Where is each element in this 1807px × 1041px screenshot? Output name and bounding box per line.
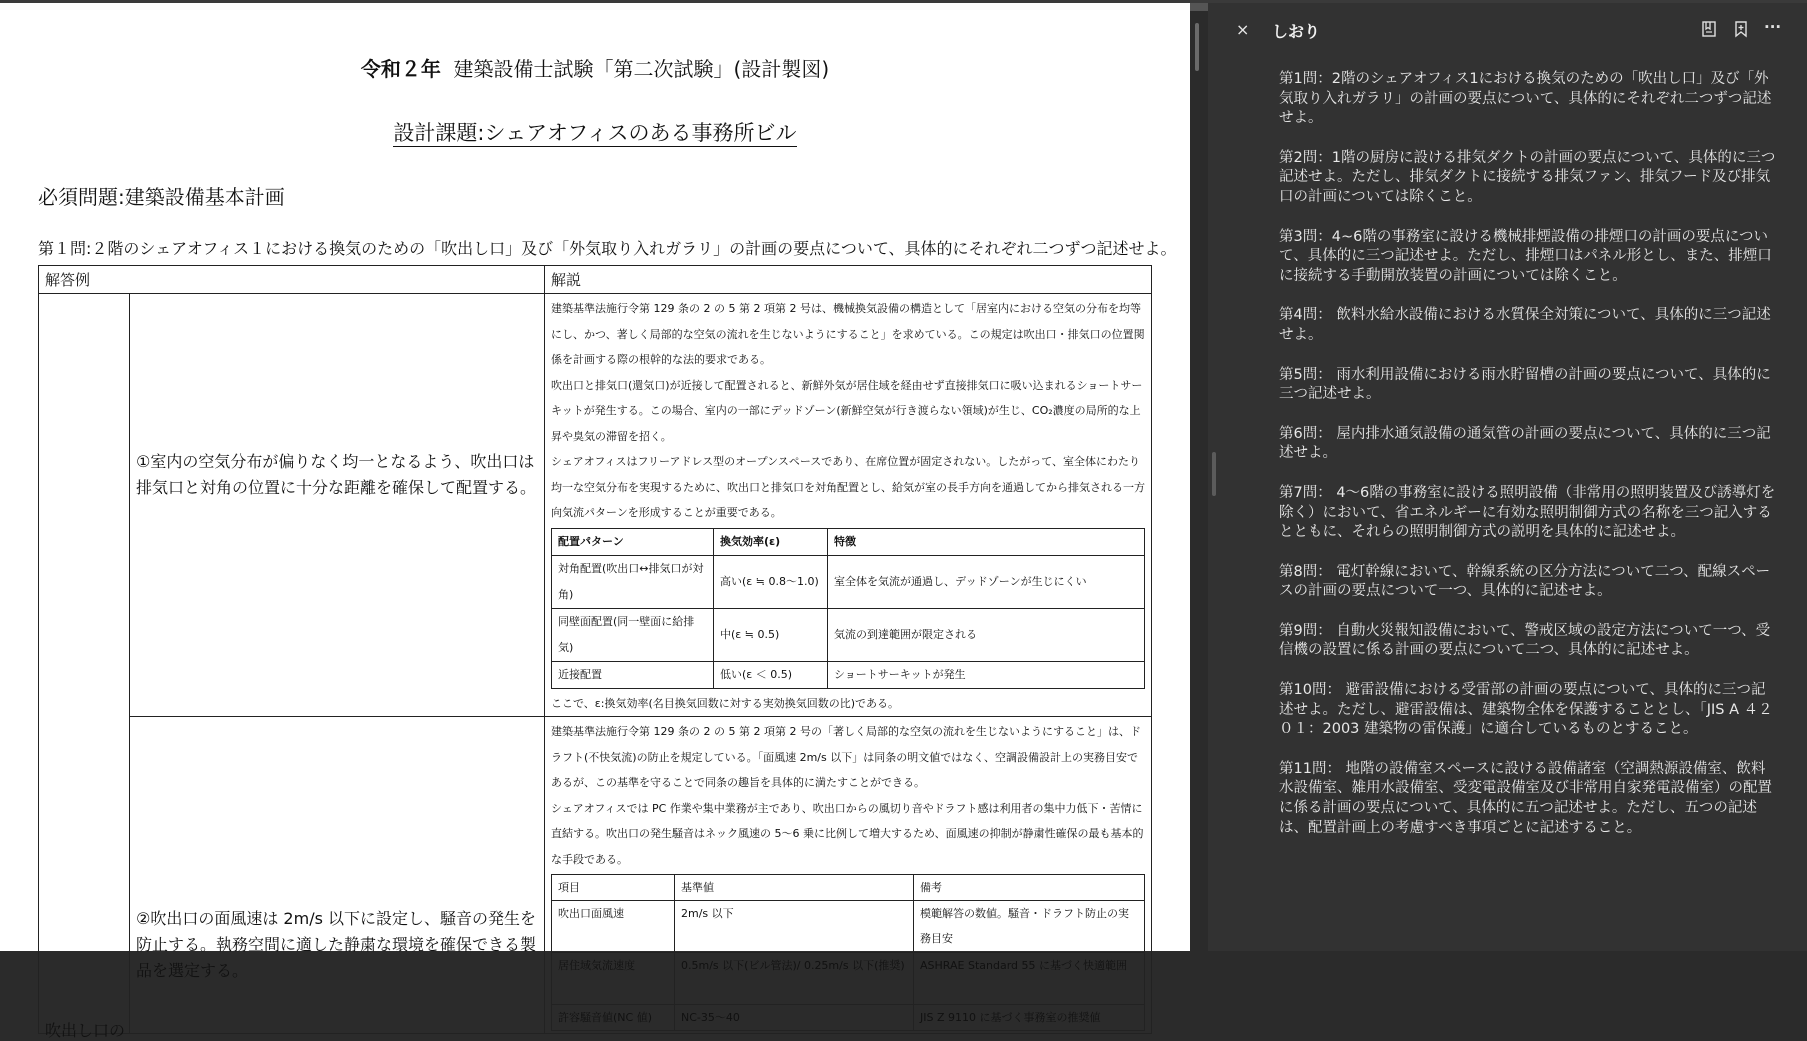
document-subtitle xyxy=(0,117,1190,147)
explanation-paragraph: シェアオフィスでは PC 作業や集中業務が主であり、吹出口からの風切り音やドラフト感は利用者の集中力低下・苦情に直結する。吹出口の発生騒音はネック風速の 5～6 乗に比例して増大するため、面風速の抑制が静粛性確保の最も基本的な手段である。 xyxy=(551,801,1144,866)
bookmark-item[interactable]: 第10問： 避雷設備における受雷部の計画の要点について、具体的に三つ記述せよ。ただし、避雷設備は、建築物全体を保護することとし、「JIS A ４２０１：2003 建築物の雷保護」に適合しているものとすること。 xyxy=(1279,682,1773,738)
placement-header: 配置パターン xyxy=(552,528,714,555)
placement-cell: 同壁面配置(同一壁面に給排気) xyxy=(552,608,714,661)
answer-cell xyxy=(130,717,545,1034)
criteria-table xyxy=(551,874,1145,1031)
criteria-cell: JIS Z 9110 に基づく事務室の推奨値 xyxy=(914,1005,1145,1031)
placement-cell: 室全体を気流が通過し、デッドゾーンが生じにくい xyxy=(828,555,1145,608)
add-bookmark-icon[interactable] xyxy=(1732,20,1750,38)
bookmark-item[interactable]: 第8問： 電灯幹線において、幹線系統の区分方法について二つ、配線スペースの計画の要点について一つ、具体的に記述せよ。 xyxy=(1279,563,1771,600)
placement-cell: 高い(ε ≒ 0.8～1.0) xyxy=(714,555,828,608)
document-title xyxy=(0,53,1190,82)
criteria-cell: 0.5m/s 以下(ビル管法)/ 0.25m/s 以下(推奨) xyxy=(675,953,914,1005)
criteria-cell: 許容騒音値(NC 値) xyxy=(552,1005,675,1031)
bookmark-item[interactable]: 第7問： 4～6階の事務室に設ける照明設備（非常用の照明装置及び誘導灯を除く）において、省エネルギーに有効な照明制御方式の名称を三つ記入するとともに、それらの照明制御方式の説明を具体的に記述せよ。 xyxy=(1279,484,1776,541)
answer-table xyxy=(38,265,1152,1040)
explanation-cell xyxy=(545,294,1152,717)
category-cell xyxy=(39,294,130,1040)
document-viewport[interactable] xyxy=(0,3,1190,1040)
bookmark-list-icon[interactable] xyxy=(1700,20,1718,38)
title-rest: 建築設備士試験「第二次試験」(設計製図) xyxy=(453,57,830,81)
bookmarks-pane xyxy=(1208,3,1807,951)
bookmark-item[interactable]: 第6問： 屋内排水通気設備の通気管の計画の要点について、具体的に三つ記述せよ。 xyxy=(1279,425,1771,462)
answer-text: ①室内の空気分布が偏りなく均一となるよう、吹出口は排気口と対角の位置に十分な距離を確保して配置する。 xyxy=(136,452,537,497)
placement-cell: ショートサーキットが発生 xyxy=(828,661,1145,688)
bookmarks-header xyxy=(1208,3,1807,55)
category-label: 吹出し口の xyxy=(45,1021,126,1040)
more-icon[interactable]: ··· xyxy=(1764,18,1782,36)
question-text: 第１問:２階のシェアオフィス１における換気のための「吹出し口」及び「外気取り入れガラリ」の計画の要点について、具体的にそれぞれ二つずつ記述せよ。 xyxy=(38,239,1177,258)
placement-cell: 中(ε ≒ 0.5) xyxy=(714,608,828,661)
close-pane-button[interactable]: × xyxy=(1236,20,1250,39)
criteria-cell: 吹出口面風速 xyxy=(552,901,675,953)
explanation-cell xyxy=(545,717,1152,1034)
bookmark-item[interactable]: 第11問： 地階の設備室スペースに設ける設備諸室（空調熱源設備室、飲料水設備室、雑用水設備室、受変電設備室及び非常用自家発電設備室）の配置に係る計画の要点について、具体的に五つ記述せよ。ただし、五つの記述は、配置計画上の考慮すべき事項ごとに記述すること。 xyxy=(1279,760,1772,836)
explanation-note: ここで、ε:換気効率(名目換気回数に対する実効換気回数の比)である。 xyxy=(551,696,900,710)
placement-header: 換気効率(ε) xyxy=(714,528,828,555)
criteria-cell: 模範解答の数値。騒音・ドラフト防止の実務目安 xyxy=(914,901,1145,953)
criteria-header: 項目 xyxy=(552,875,675,901)
header-explanation: 解説 xyxy=(545,266,1152,294)
placement-header: 特徴 xyxy=(828,528,1145,555)
placement-table xyxy=(551,528,1145,689)
bookmark-item[interactable]: 第2問：1階の厨房に設ける排気ダクトの計画の要点について、具体的に三つ記述せよ。ただし、排気ダクトに接続する排気ファン、排気フード及び排気口の計画については除くこと。 xyxy=(1279,149,1776,205)
scrollbar-top-indicator xyxy=(1190,3,1208,11)
answer-cell xyxy=(130,294,545,717)
criteria-cell: ASHRAE Standard 55 に基づく快適範囲 xyxy=(914,953,1145,1005)
bookmark-item[interactable]: 第9問： 自動火災報知設備において、警戒区域の設定方法について一つ、受信機の設置に係る計画の要点について二つ、具体的に記述せよ。 xyxy=(1279,622,1771,659)
placement-cell: 低い(ε ＜ 0.5) xyxy=(714,661,828,688)
pane-resize-grip[interactable] xyxy=(1212,452,1216,496)
placement-cell: 気流の到達範囲が限定される xyxy=(828,608,1145,661)
criteria-cell: NC-35～40 xyxy=(675,1005,914,1031)
answer-text: ②吹出口の面風速は 2m/s 以下に設定し、騒音の発生を防止する。執務空間に適した静粛な環境を確保できる製品を選定する。 xyxy=(136,909,537,980)
criteria-cell: 2m/s 以下 xyxy=(675,901,914,953)
placement-cell: 近接配置 xyxy=(552,661,714,688)
document-scrollbar[interactable] xyxy=(1190,3,1208,951)
header-answer-example: 解答例 xyxy=(39,266,545,294)
bookmark-item[interactable]: 第5問： 雨水利用設備における雨水貯留槽の計画の要点について、具体的に三つ記述せよ。 xyxy=(1279,366,1771,403)
title-year: 令和２年 xyxy=(360,57,441,81)
placement-cell: 対角配置(吹出口↔排気口が対角) xyxy=(552,555,714,608)
bookmark-item[interactable]: 第3問：4~6階の事務室に設ける機械排煙設備の排煙口の計画の要点について、具体的に三つ記述せよ。ただし、排煙口はパネル形とし、また、排煙口に接続する手動開放装置の計画については除くこと。 xyxy=(1279,228,1772,284)
scrollbar-thumb[interactable] xyxy=(1195,23,1199,71)
bookmarks-title: しおり xyxy=(1272,22,1321,41)
explanation-paragraph: 吹出口と排気口(還気口)が近接して配置されると、新鮮外気が居住域を経由せず直接排気口に吸い込まれるショートサーキットが発生する。この場合、室内の一部にデッドゾーン(新鮮空気が行き渡らない領域)が生じ、CO₂濃度の局所的な上昇や臭気の滞留を招く。 xyxy=(551,378,1143,443)
section-heading: 必須問題:建築設備基本計画 xyxy=(38,185,285,209)
criteria-header: 基準値 xyxy=(675,875,914,901)
explanation-paragraph: 建築基準法施行令第 129 条の 2 の 5 第 2 項第 2 号の「著しく局部的な空気の流れを生じないようにすること」は、ドラフト(不快気流)の防止を規定している。「面風速 2m/s 以下」は同条の明文値ではなく、空調設備設計上の実務目安であるが、この基準を守ることで同条の趣旨を具体的に満たすことができる。 xyxy=(551,725,1141,789)
bookmark-item[interactable]: 第1問：2階のシェアオフィス1における換気のための「吹出し口」及び「外気取り入れガラリ」の計画の要点について、具体的にそれぞれ二つずつ記述せよ。 xyxy=(1279,71,1772,127)
bookmark-item[interactable]: 第4問： 飲料水給水設備における水質保全対策について、具体的に三つ記述せよ。 xyxy=(1279,307,1771,343)
explanation-paragraph: 建築基準法施行令第 129 条の 2 の 5 第 2 項第 2 号は、機械換気設備の構造として「居室内における空気の分布を均等にし、かつ、著しく局部的な空気の流れを生じないようにすること」を求めている。この規定は吹出口・排気口の位置関係を計画する際の根幹的な法的要求である。 xyxy=(551,302,1145,366)
subtitle-text: 設計課題:シェアオフィスのある事務所ビル xyxy=(393,121,797,145)
bookmark-list xyxy=(1279,70,1779,858)
criteria-header: 備考 xyxy=(914,875,1145,901)
explanation-paragraph: シェアオフィスはフリーアドレス型のオープンスペースであり、在席位置が固定されない。したがって、室全体にわたり均一な空気分布を実現するために、吹出口と排気口を対角配置とし、給気が室の長手方向を通過してから排気される一方向気流パターンを形成することが重要である。 xyxy=(551,455,1146,519)
criteria-cell: 居住域気流速度 xyxy=(552,953,675,1005)
